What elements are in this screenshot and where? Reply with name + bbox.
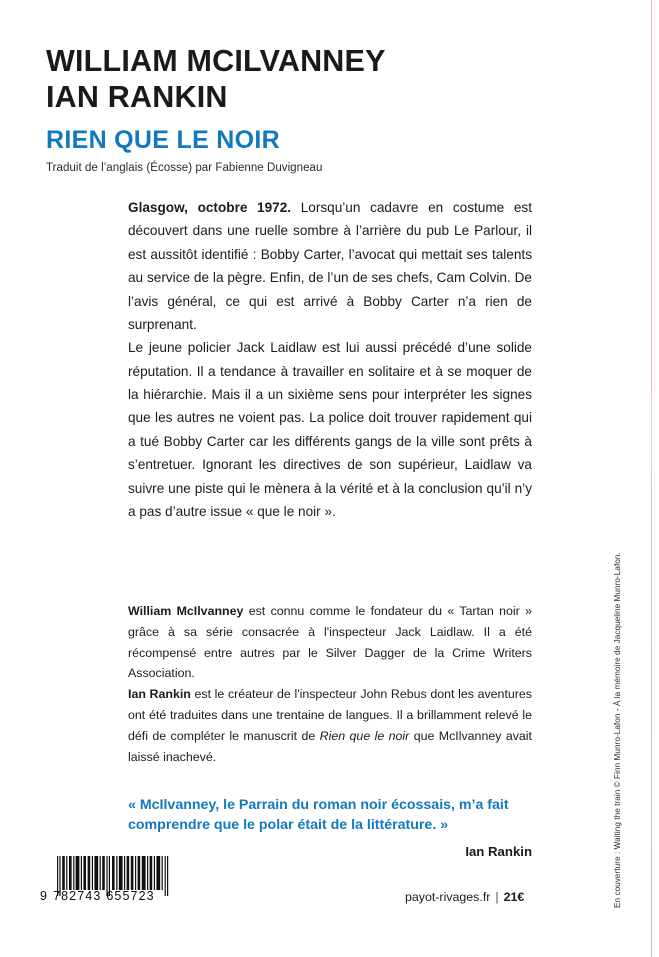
isbn-digits: [40, 889, 180, 903]
publisher-footer: [405, 890, 524, 904]
author-bio-mcilvanney-name: William McIlvanney: [128, 604, 244, 618]
pull-quote-attribution: Ian Rankin: [465, 844, 532, 860]
author-bio-mcilvanney: [128, 601, 532, 684]
synopsis-paragraph-1-text: Lorsqu’un cadavre en costume est découvert dans une ruelle sombre à l’arrière du pub Le Parlour, il est aussitôt identifié : Bobby Carter, l’avocat qui mettait ses talents au service de la pègre. Enfin, de l’un de ses chefs, Cam Colvin. De l’avis général, ce qui est arrivé à Bobby Carter n’a rien de surprenant.: [128, 200, 532, 332]
author-bio-rankin-text-after: que McIlvanney avait laissé inachevé.: [128, 728, 532, 764]
synopsis-block: [128, 196, 532, 523]
synopsis-paragraph-1: [128, 196, 532, 336]
publisher-website[interactable]: payot-rivages.fr: [405, 890, 491, 904]
authors-heading: [46, 44, 516, 116]
author-name-secondary: IAN RANKIN: [46, 79, 228, 114]
footer-separator: |: [495, 890, 499, 904]
cover-header: [46, 44, 516, 174]
isbn-lead-digit: 9: [40, 889, 49, 903]
author-bio-rankin: [128, 684, 532, 767]
pull-quote-text: « McIlvanney, le Parrain du roman noir écossais, m’a fait comprendre que le polar était de la littérature. »: [128, 797, 509, 834]
author-bios-block: [128, 601, 532, 768]
author-name-primary: WILLIAM MCILVANNEY: [46, 44, 386, 78]
pull-quote-block: [128, 795, 532, 859]
cover-price: 21€: [503, 890, 525, 904]
synopsis-paragraph-2: Le jeune policier Jack Laidlaw est lui aussi précédé d’une solide réputation. Il a tendance à travailler en solitaire et à se moquer de la hiérarchie. Mais il a un sixième sens pour interpréter les signes que les autres ne voient pas. La police doit trouver rapidement qui a tué Bobby Carter car les différents gangs de la ville sont prêts à s’entretuer. Ignorant les directives de son supérieur, Laidlaw va suivre une piste qui le mènera à la vérité et à la conclusion qu’il n’y a pas d’autre issue « que le noir ».: [128, 340, 532, 519]
translation-credit: Traduit de l’anglais (Écosse) par Fabienne Duvigneau: [46, 161, 323, 174]
cover-image-credit-text: En couverture : Waiting the train © Finn Munro-Lafon - À la mémoire de Jacqueline Munro-Lafon.: [613, 552, 622, 908]
spine-fold-line: [651, 0, 652, 957]
synopsis-lead-in: Glasgow, octobre 1972.: [128, 200, 292, 215]
book-title: RIEN QUE LE NOIR: [46, 125, 280, 154]
cover-image-credit: [613, 248, 622, 908]
isbn-group-2: 655723: [106, 889, 155, 903]
author-bio-rankin-name: Ian Rankin: [128, 687, 191, 702]
spine-fold-highlight: [654, 0, 655, 957]
author-bio-rankin-text-before: est le créateur de l'inspecteur John Rebus dont les aventures ont été traduites dans une trentaine de langues. Il a brillamment relevé le défi de compléter le manuscrit de: [128, 687, 532, 743]
isbn-group-1: 782743: [53, 889, 102, 903]
cited-book-title: Rien que le noir: [319, 728, 410, 743]
author-bio-mcilvanney-text: est connu comme le fondateur du « Tartan noir » grâce à sa série consacrée à l'inspecteur Jack Laidlaw. Il a été récompensé entre autres par le Silver Dagger de la Crime Writers Association.: [128, 604, 532, 681]
